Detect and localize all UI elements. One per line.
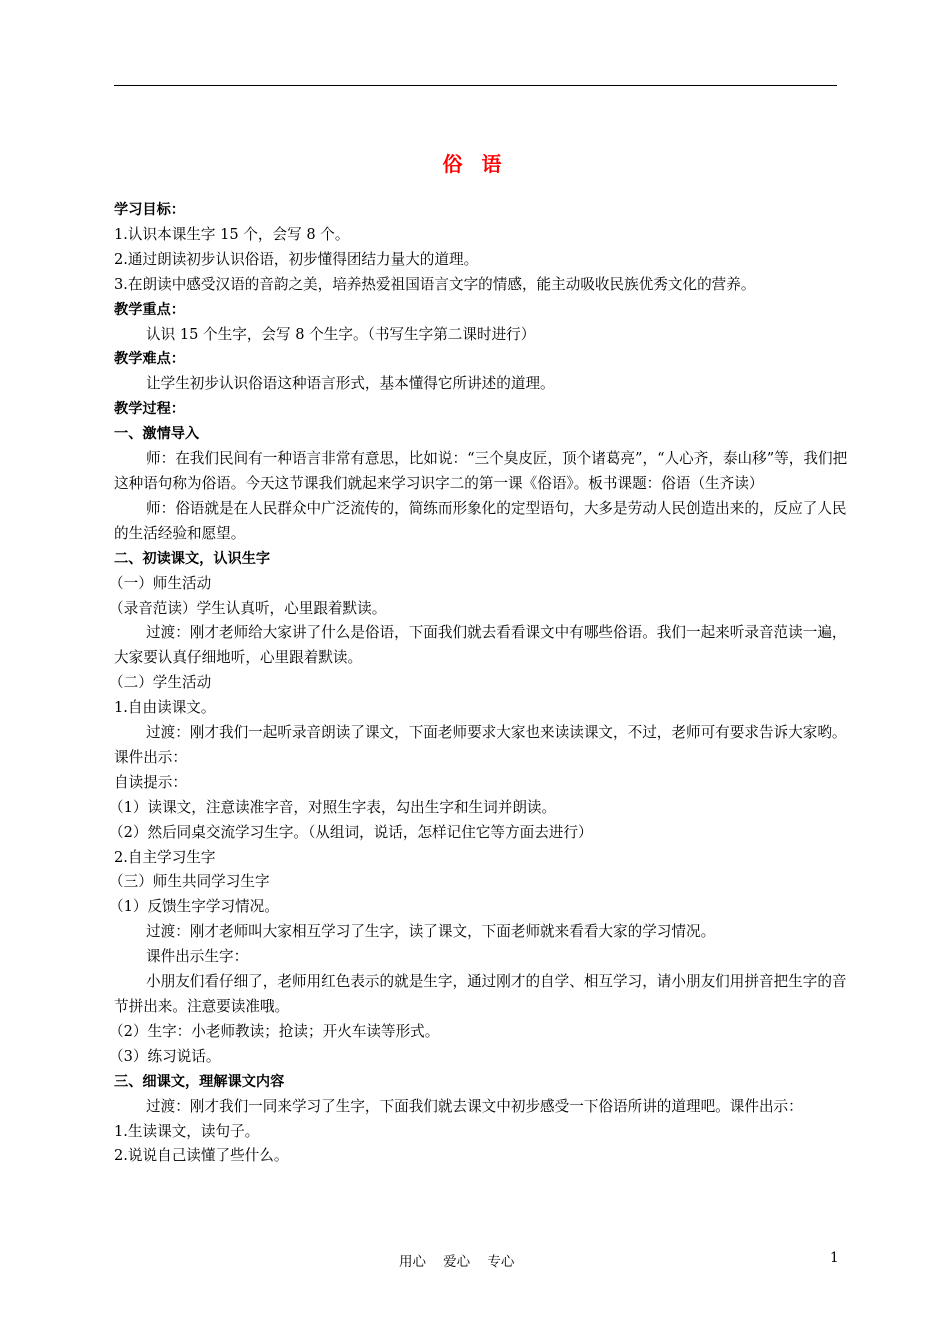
paragraph: 自读提示： bbox=[114, 773, 187, 791]
section-heading: 教学过程： bbox=[114, 401, 185, 418]
paragraph: 过渡：刚才老师给大家讲了什么是俗语，下面我们就去看看课文中有哪些俗语。我们一起来听录音范读一遍，大家要认真仔细地听，心里跟着默读。 bbox=[114, 624, 847, 667]
paragraph: 师：在我们民间有一种语言非常有意思，比如说：“三个臭皮匠，顶个诸葛亮”，“人心齐，泰山移”等，我们把这种语句称为俗语。今天这节课我们就起来学习识字二的第一课《俗语》。板书课题：俗语（生齐读） bbox=[114, 450, 848, 492]
paragraph: 3.在朗读中感受汉语的音韵之美，培养热爱祖国语言文字的情感，能主动吸收民族优秀文化的营养。 bbox=[114, 275, 756, 293]
paragraph: 1.生读课文，读句子。 bbox=[114, 1122, 260, 1140]
section-heading: 学习目标： bbox=[114, 202, 185, 218]
paragraph: 1.认识本课生字 15 个，会写 8 个。 bbox=[114, 225, 350, 243]
paragraph: （1）反馈生字学习情况。 bbox=[109, 898, 279, 916]
paragraph: 1.自由读课文。 bbox=[114, 699, 216, 717]
paragraph: 认识 15 个生字，会写 8 个生字。（书写生字第二课时进行） bbox=[146, 325, 536, 343]
page-title: 俗 语 bbox=[442, 152, 508, 176]
section-heading: 三、细课文，理解课文内容 bbox=[114, 1073, 285, 1090]
paragraph: （二）学生活动 bbox=[109, 674, 212, 692]
paragraph: 小朋友们看仔细了，老师用红色表示的就是生字，通过刚才的自学、相互学习，请小朋友们用拼音把生字的音节拼出来。注意要读准哦。 bbox=[114, 973, 847, 1015]
paragraph: （2）然后同桌交流学习生字。（从组词，说话，怎样记住它等方面去进行） bbox=[109, 823, 593, 841]
section-heading: 教学重点： bbox=[114, 301, 185, 318]
paragraph: 过渡：刚才我们一同来学习了生字，下面我们就去课文中初步感受一下俗语所讲的道理吧。课件出示： bbox=[146, 1097, 803, 1115]
paragraph: （2）生字：小老师教读；抢读；开火车读等形式。 bbox=[109, 1022, 440, 1040]
paragraph: （录音范读）学生认真听，心里跟着默读。 bbox=[109, 599, 387, 617]
section-heading: 二、初读课文，认识生字 bbox=[114, 550, 271, 567]
section-heading: 教学难点： bbox=[114, 351, 185, 368]
paragraph: 过渡：刚才我们一起听录音朗读了课文，下面老师要求大家也来读读课文，不过，老师可有要求告诉大家哟。课件出示： bbox=[114, 724, 847, 766]
paragraph: 2.说说自己读懂了些什么。 bbox=[114, 1147, 289, 1165]
section-heading: 一、激情导入 bbox=[114, 426, 200, 443]
page-number: 1 bbox=[830, 1250, 839, 1266]
paragraph: 师：俗语就是在人民群众中广泛流传的，简练而形象化的定型语句，大多是劳动人民创造出来的，反应了人民的生活经验和愿望。 bbox=[114, 499, 847, 542]
document-body bbox=[109, 198, 848, 1169]
paragraph: （1）读课文，注意读准字音，对照生字表，勾出生字和生词并朗读。 bbox=[109, 798, 557, 816]
paragraph: （三）师生共同学习生字 bbox=[109, 873, 270, 891]
paragraph: （3）练习说话。 bbox=[109, 1047, 221, 1065]
paragraph: 过渡：刚才老师叫大家相互学习了生字，读了课文，下面老师就来看看大家的学习情况。 bbox=[146, 923, 716, 941]
paragraph: 2.通过朗读初步认识俗语，初步懂得团结力量大的道理。 bbox=[114, 250, 479, 268]
paragraph: 2.自主学习生字 bbox=[114, 848, 216, 866]
paragraph: 课件出示生字： bbox=[146, 948, 249, 966]
paragraph: 让学生初步认识俗语这种语言形式，基本懂得它所讲述的道理。 bbox=[146, 375, 555, 393]
header-rule bbox=[114, 85, 837, 86]
footer-slogan: 用心 爱心 专心 bbox=[399, 1254, 515, 1270]
paragraph: （一）师生活动 bbox=[109, 574, 212, 592]
